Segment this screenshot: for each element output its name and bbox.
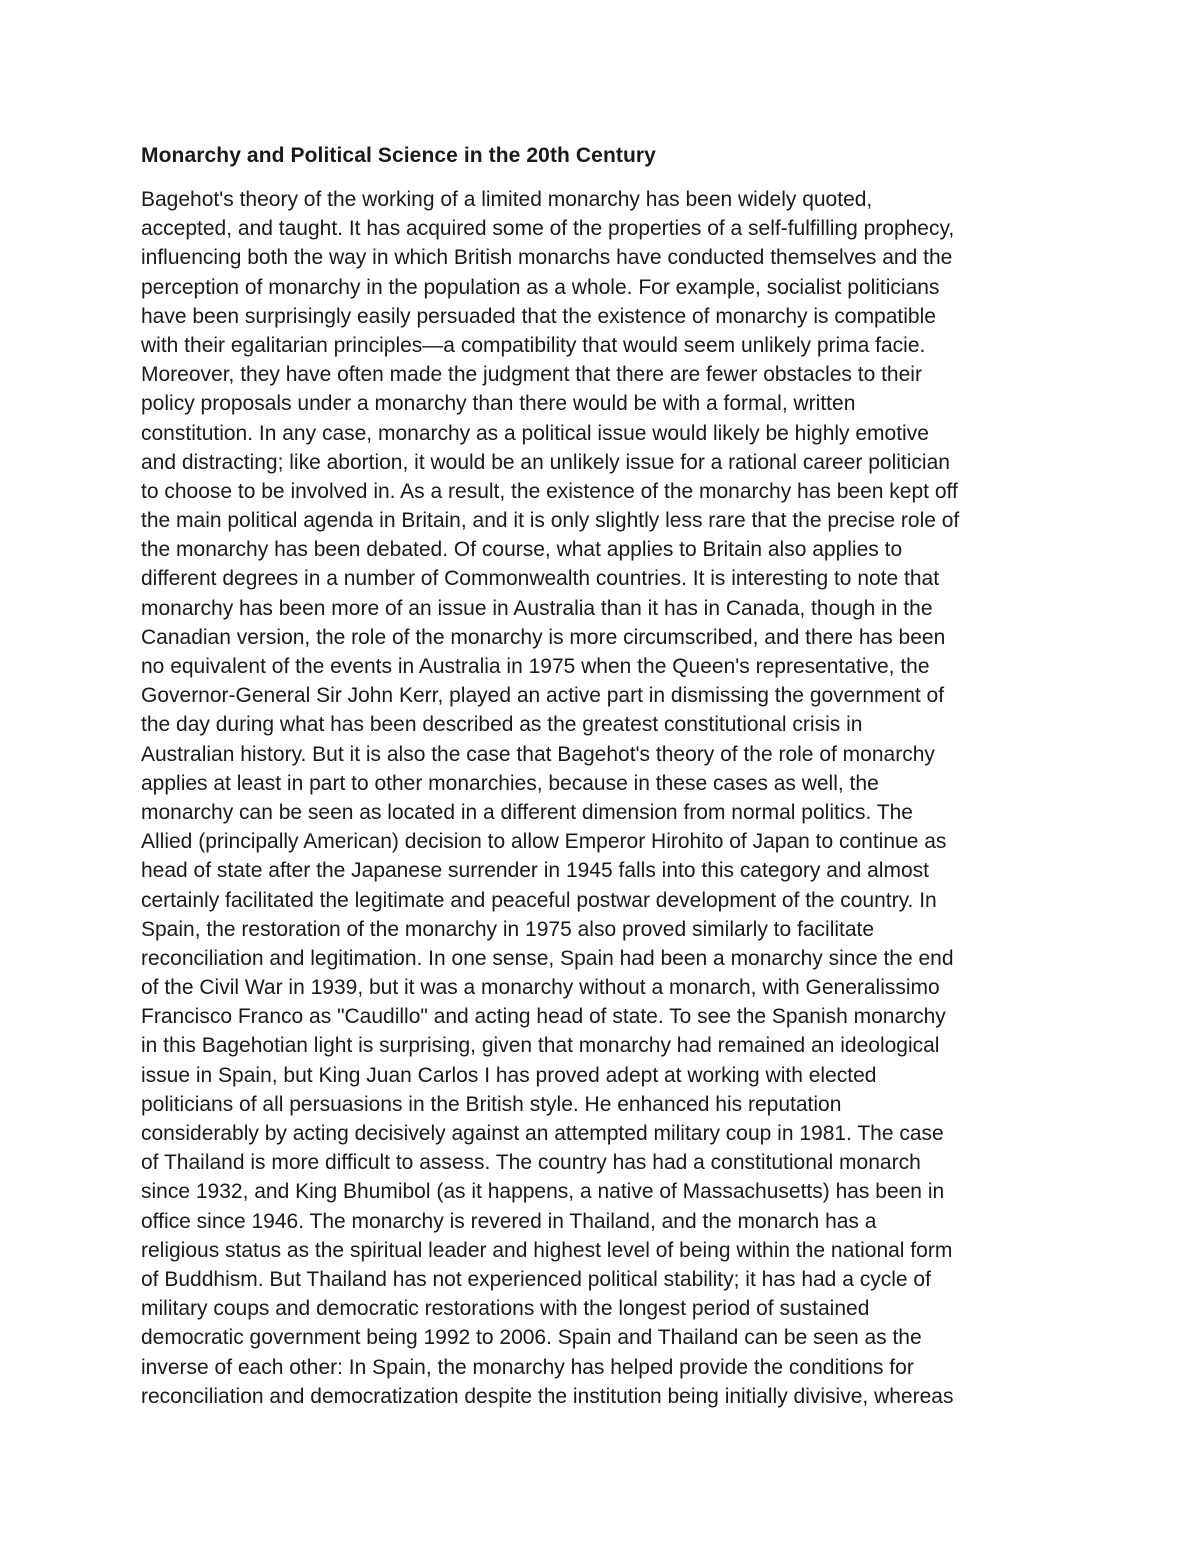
text-line: Spain, the restoration of the monarchy in 1975 also proved similarly to facilitate (141, 917, 875, 941)
text-line: Francisco Franco as "Caudillo" and acting head of state. To see the Spanish monarchy (141, 1005, 946, 1029)
text-line: since 1932, and King Bhumibol (as it happens, a native of Massachusetts) has been in (141, 1180, 945, 1204)
text-line: policy proposals under a monarchy than there would be with a formal, written (141, 392, 856, 416)
text-line: to choose to be involved in. As a result, the existence of the monarchy has been kept off (141, 479, 958, 503)
text-line: with their egalitarian principles—a compatibility that would seem unlikely prima facie. (141, 333, 926, 357)
text-line: no equivalent of the events in Australia in 1975 when the Queen's representative, the (141, 655, 930, 678)
text-line: Governor-General Sir John Kerr, played an active part in dismissing the government of (141, 684, 945, 708)
text-line: have been surprisingly easily persuaded that the existence of monarchy is compatible (141, 304, 936, 328)
text-line: influencing both the way in which British monarchs have conducted themselves and the (141, 246, 953, 270)
text-line: inverse of each other: In Spain, the monarchy has helped provide the conditions for (141, 1355, 914, 1379)
text-line: constitution. In any case, monarchy as a political issue would likely be highly emotive (141, 421, 929, 445)
text-line: politicians of all persuasions in the British style. He enhanced his reputation (141, 1092, 842, 1116)
text-line: Bagehot's theory of the working of a limited monarchy has been widely quoted, (141, 188, 873, 211)
text-line: Allied (principally American) decision to allow Emperor Hirohito of Japan to continue as (141, 830, 947, 854)
text-line: issue in Spain, but King Juan Carlos I has proved adept at working with elected (141, 1063, 877, 1087)
text-line: religious status as the spiritual leader and highest level of being within the national form (141, 1238, 953, 1262)
text-line: monarchy can be seen as located in a different dimension from normal politics. The (141, 800, 913, 824)
text-line: monarchy has been more of an issue in Australia than it has in Canada, though in the (141, 596, 933, 620)
text-line: of Buddhism. But Thailand has not experienced political stability; it has had a cycle of (141, 1267, 931, 1291)
text-line: of Thailand is more difficult to assess. The country has had a constitutional monarch (141, 1151, 921, 1175)
text-line: head of state after the Japanese surrender in 1945 falls into this category and almost (141, 859, 929, 883)
text-line: Canadian version, the role of the monarchy is more circumscribed, and there has been (141, 625, 946, 649)
document-title: Monarchy and Political Science in the 20th Century (141, 144, 656, 167)
text-line: Australian history. But it is also the case that Bagehot's theory of the role of monarchy (141, 742, 935, 766)
text-line: reconciliation and democratization despite the institution being initially divisive, whereas (141, 1384, 954, 1408)
text-line: certainly facilitated the legitimate and peaceful postwar development of the country. In (141, 888, 937, 912)
text-line: military coups and democratic restorations with the longest period of sustained (141, 1297, 870, 1321)
text-line: office since 1946. The monarchy is revered in Thailand, and the monarch has a (141, 1209, 877, 1233)
text-line: of the Civil War in 1939, but it was a monarchy without a monarch, with Generalissimo (141, 976, 940, 1000)
text-line: reconciliation and legitimation. In one sense, Spain had been a monarchy since the end (141, 946, 954, 970)
text-line: different degrees in a number of Commonwealth countries. It is interesting to note that (141, 567, 940, 591)
text-line: the monarchy has been debated. Of course, what applies to Britain also applies to (141, 538, 903, 562)
text-line: applies at least in part to other monarchies, because in these cases as well, the (141, 771, 879, 795)
text-line: the day during what has been described as the greatest constitutional crisis in (141, 713, 863, 737)
text-line: and distracting; like abortion, it would be an unlikely issue for a rational career politician (141, 450, 950, 474)
text-line: perception of monarchy in the population as a whole. For example, socialist politicians (141, 275, 940, 299)
text-line: in this Bagehotian light is surprising, given that monarchy had remained an ideological (141, 1034, 940, 1058)
text-line: democratic government being 1992 to 2006. Spain and Thailand can be seen as the (141, 1326, 922, 1350)
body-paragraph (141, 185, 1071, 1411)
text-line: accepted, and taught. It has acquired some of the properties of a self-fulfilling prophecy, (141, 217, 955, 241)
text-line: the main political agenda in Britain, and it is only slightly less rare that the precise role of (141, 509, 960, 533)
text-line: Moreover, they have often made the judgment that there are fewer obstacles to their (141, 363, 922, 387)
text-line: considerably by acting decisively against an attempted military coup in 1981. The case (141, 1122, 944, 1145)
